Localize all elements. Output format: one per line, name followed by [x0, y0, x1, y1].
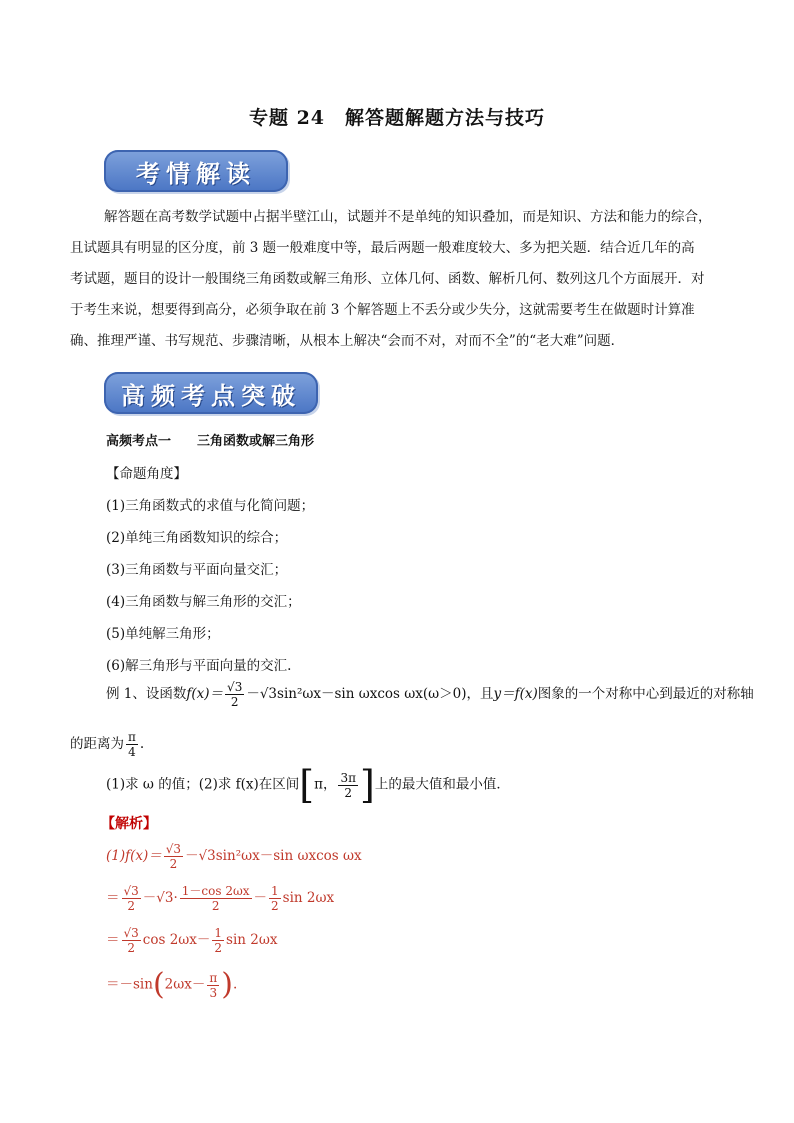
- subheading-topic: 三角函数或解三角形: [197, 434, 315, 449]
- interval-left: π，: [314, 776, 337, 793]
- solution-fraction: $\frac{√3}{2}$: [165, 842, 182, 871]
- angle-heading: 【命题角度】: [106, 466, 187, 482]
- analysis-label: 【解析】: [101, 816, 157, 832]
- banner-exam-analysis: [104, 150, 288, 192]
- example-pi-fraction: $\frac{\pi}{4}$: [128, 730, 136, 759]
- solution-fraction: $\frac{√3}{2}$: [123, 884, 139, 913]
- solution-expr: sin 2ωx: [226, 932, 278, 948]
- solution-expr: sin 2ωx: [282, 890, 335, 906]
- solution-expr: cos 2ωx－: [142, 932, 211, 948]
- angle-item: (4)三角函数与解三角形的交汇；: [106, 594, 301, 610]
- intro-line: 考试题，题目的设计一般围绕三角函数或解三角形、立体几何、函数、解析几何、数列这几个方面展开．对: [70, 271, 705, 287]
- intro-line: 且试题具有明显的区分度，前 3 题一般难度中等，最后两题一般难度较大、多为把关题．结合近几年的高: [70, 240, 695, 256]
- banner-exam-analysis-label: 考情解读: [136, 158, 256, 188]
- example-fx: f(x)＝: [186, 686, 224, 702]
- intro-line: 解答题在高考数学试题中占据半壁江山，试题并不是单纯的知识叠加，而是知识、方法和能力的综合，: [104, 209, 712, 225]
- intro-line: 于考生来说，想要得到高分，必须争取在前 3 个解答题上不丢分或少失分，这就需要考生在做题时计算准: [70, 302, 695, 318]
- solution-expr: 2ωx－: [164, 976, 206, 993]
- example-line2-prefix: 的距离为: [70, 736, 124, 752]
- example-question: [106, 763, 510, 807]
- solution-expr: －√3sin²ωx－sin ωxcos ωx: [185, 848, 362, 864]
- solution-line-4: [106, 967, 238, 1002]
- solution-line-3: [106, 926, 278, 955]
- angle-item: (6)解三角形与平面向量的交汇.: [106, 658, 292, 674]
- page-title: 专题 24 解答题解题方法与技巧: [248, 107, 546, 129]
- question-suffix: 上的最大值和最小值．: [374, 776, 510, 793]
- equals-sign: ＝: [106, 890, 120, 906]
- angle-item: (2)单纯三角函数知识的综合；: [106, 530, 288, 546]
- angle-item: (1)三角函数式的求值与化简问题；: [106, 498, 315, 514]
- solution-fraction: $\frac{1-\cos 2\omega x}{2}$: [181, 884, 250, 913]
- example-line2-suffix: .: [139, 736, 145, 752]
- example-line-2: [70, 730, 144, 759]
- right-bracket-icon: ]: [360, 763, 375, 807]
- example-mid: －√3sin²ωx－sin ωxcos ωx(ω＞0)，且: [246, 686, 494, 702]
- solution-fraction: $\frac{1}{2}$: [271, 884, 279, 913]
- example-prefix: 例 1、设函数: [106, 686, 187, 702]
- intro-paragraph: [70, 202, 720, 357]
- solution-line-1: [106, 842, 362, 871]
- question-prefix: (1)求 ω 的值；(2)求 f(x)在区间: [106, 776, 300, 793]
- period: .: [233, 976, 238, 993]
- solution-fraction: $\frac{\pi}{3}$: [209, 970, 218, 1000]
- solution-fraction: $\frac{√3}{2}$: [123, 926, 139, 955]
- example-suffix: 图象的一个对称中心到最近的对称轴: [537, 686, 754, 702]
- left-paren-icon: (: [152, 967, 165, 1002]
- equals-sign: ＝: [106, 932, 120, 948]
- left-bracket-icon: [: [299, 763, 315, 807]
- angle-item: (3)三角函数与平面向量交汇；: [106, 562, 288, 578]
- banner-high-frequency-label: 高频考点突破: [121, 380, 301, 410]
- subheading-label: 高频考点一: [106, 434, 172, 449]
- section-subheading: [106, 430, 314, 449]
- angle-item: (5)单纯解三角形；: [106, 626, 220, 642]
- banner-high-frequency: [104, 372, 318, 414]
- intro-line: 确、推理严谨、书写规范、步骤清晰，从根本上解决“会而不对，对而不全”的“老大难”问题．: [70, 333, 625, 349]
- example-fraction: $\frac{√3}{2}$: [227, 680, 243, 709]
- right-paren-icon: ): [221, 967, 233, 1002]
- solution-fx: (1)f(x)＝: [106, 848, 162, 864]
- minus-sign: －: [253, 890, 268, 906]
- solution-expr: ＝－sin: [106, 976, 153, 993]
- solution-expr: －√3·: [142, 890, 178, 906]
- solution-fraction: $\frac{1}{2}$: [214, 926, 223, 955]
- example-line-1: [106, 680, 754, 709]
- example-cond: y＝f(x): [493, 686, 538, 702]
- solution-line-2: [106, 884, 334, 913]
- interval-fraction: $\frac{3\pi}{2}$: [340, 770, 357, 800]
